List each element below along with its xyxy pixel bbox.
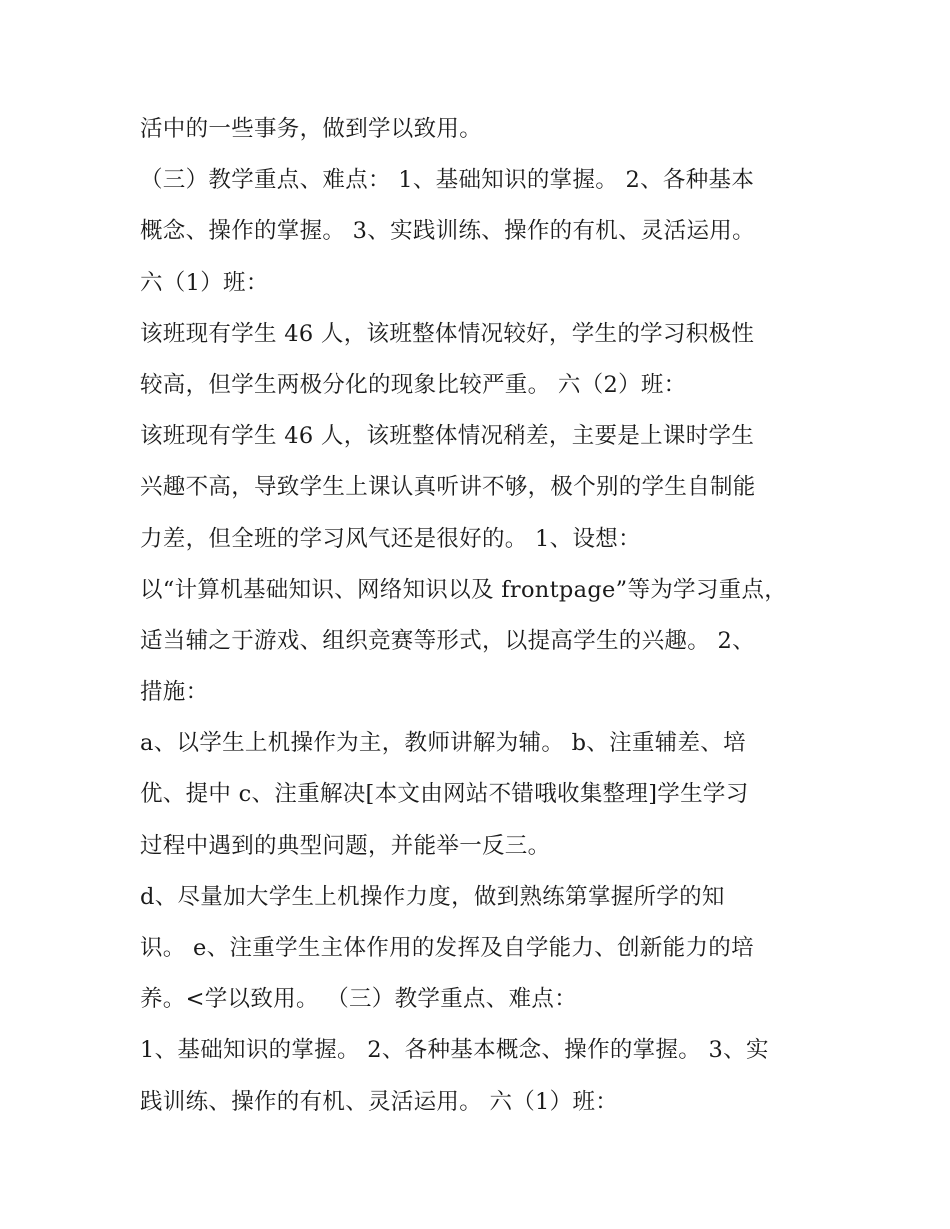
text-line: 该班现有学生 46 人，该班整体情况较好，学生的学习积极性	[140, 320, 755, 347]
text-line: 兴趣不高，导致学生上课认真听讲不够，极个别的学生自制能	[140, 474, 756, 501]
text-line: 力差，但全班的学习风气还是很好的。 1、设想：	[140, 525, 641, 552]
text-line: 六（1）班：	[140, 269, 269, 296]
text-line: 识。 e、注重学生主体作用的发挥及自学能力、创新能力的培	[140, 935, 754, 961]
text-line: a、以学生上机操作为主，教师讲解为辅。 b、注重辅差、培	[140, 730, 746, 757]
text-line: 较高，但学生两极分化的现象比较严重。 六（2）班：	[140, 371, 687, 398]
text-line: 优、提中 c、注重解决[本文由网站不错哦收集整理]学生学习	[140, 781, 749, 808]
text-line: 以“计算机基础知识、网络知识以及 frontpage”等为学习重点，	[140, 576, 788, 603]
text-line: d、尽量加大学生上机操作力度，做到熟练第掌握所学的知	[140, 883, 725, 910]
text-line: （三）教学重点、难点： 1、基础知识的掌握。 2、各种基本	[140, 167, 755, 194]
document-body	[140, 104, 830, 1128]
text-line: 该班现有学生 46 人，该班整体情况稍差，主要是上课时学生	[140, 423, 755, 450]
text-line: 措施：	[140, 679, 209, 706]
text-line: 1、基础知识的掌握。 2、各种基本概念、操作的掌握。 3、实	[140, 1037, 769, 1064]
text-line: 养。<学以致用。 （三）教学重点、难点：	[140, 986, 578, 1013]
text-line: 概念、操作的掌握。 3、实践训练、操作的有机、灵活运用。	[140, 218, 755, 245]
text-line: 过程中遇到的典型问题，并能举一反三。	[140, 832, 551, 859]
text-line: 活中的一些事务，做到学以致用。	[140, 116, 483, 142]
text-line: 适当辅之于游戏、组织竞赛等形式，以提高学生的兴趣。 2、	[140, 627, 755, 654]
text-line: 践训练、操作的有机、灵活运用。 六（1）班：	[140, 1088, 619, 1115]
